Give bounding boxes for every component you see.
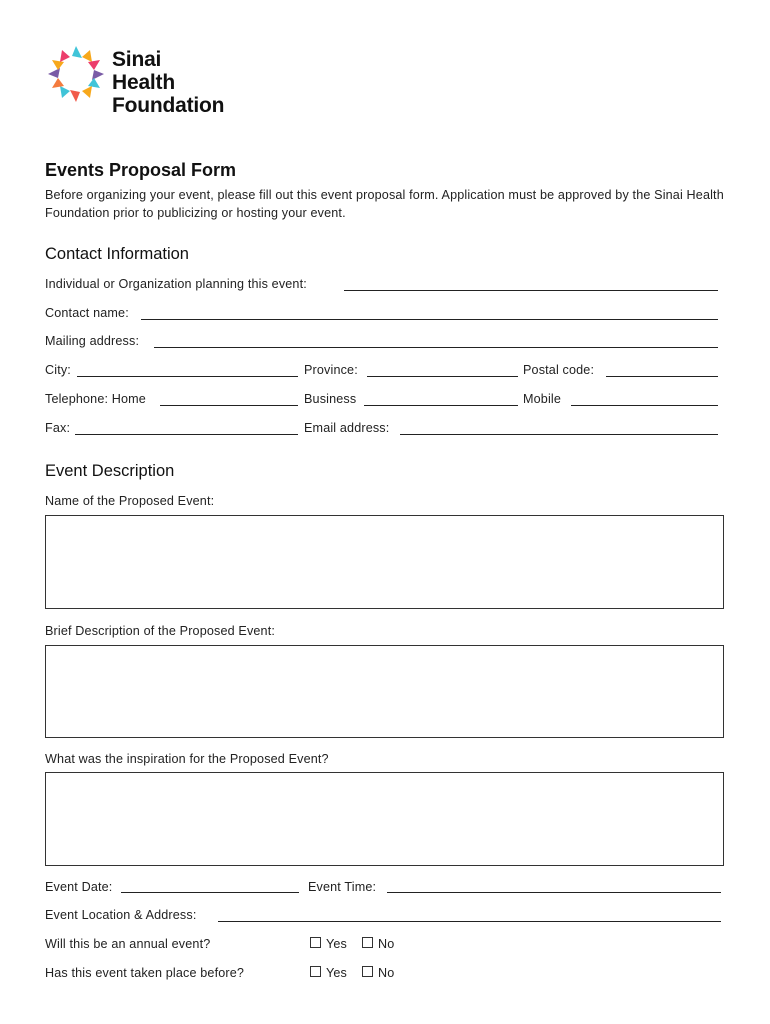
before-yes-checkbox[interactable] <box>310 966 321 977</box>
fax-field[interactable] <box>75 434 298 435</box>
annual-yes-checkbox[interactable] <box>310 937 321 948</box>
province-field[interactable] <box>367 376 518 377</box>
contact-name-label: Contact name: <box>45 306 129 320</box>
business-phone-field[interactable] <box>364 405 518 406</box>
city-label: City: <box>45 363 71 377</box>
mailing-address-field[interactable] <box>154 347 718 348</box>
telephone-home-label: Telephone: Home <box>45 392 146 406</box>
form-title: Events Proposal Form <box>45 160 237 180</box>
annual-yes-label: Yes <box>326 937 347 951</box>
event-location-label: Event Location & Address: <box>45 908 197 922</box>
before-yes-label: Yes <box>326 966 347 980</box>
event-description-label: Brief Description of the Proposed Event: <box>45 624 276 638</box>
postal-code-field[interactable] <box>606 376 718 377</box>
event-time-field[interactable] <box>387 892 721 893</box>
logo-wordmark <box>112 48 224 117</box>
mobile-phone-field[interactable] <box>571 405 718 406</box>
email-label: Email address: <box>304 421 390 435</box>
form-intro: Before organizing your event, please fill out this event proposal form. Application must be approved by the Sinai Health Foundation prior to publicizing or hosting your event. <box>45 188 724 220</box>
event-date-label: Event Date: <box>45 880 113 894</box>
fax-label: Fax: <box>45 421 71 435</box>
postal-code-label: Postal code: <box>523 363 595 377</box>
before-yes-option[interactable] <box>310 966 347 980</box>
event-inspiration-label: What was the inspiration for the Proposed Event? <box>45 752 329 766</box>
event-time-label: Event Time: <box>308 880 377 894</box>
business-phone-label: Business <box>304 392 357 406</box>
before-no-label: No <box>378 966 395 980</box>
telephone-home-field[interactable] <box>160 405 298 406</box>
mobile-phone-label: Mobile <box>523 392 561 406</box>
before-no-checkbox[interactable] <box>362 966 373 977</box>
event-section-heading: Event Description <box>45 462 175 480</box>
contact-name-field[interactable] <box>141 319 718 320</box>
event-date-field[interactable] <box>121 892 299 893</box>
sinai-health-logo-icon <box>46 44 106 104</box>
mailing-address-label: Mailing address: <box>45 334 140 348</box>
event-name-textarea[interactable] <box>45 515 724 609</box>
event-location-field[interactable] <box>218 921 721 922</box>
annual-yes-option[interactable] <box>310 937 347 951</box>
before-no-option[interactable] <box>362 966 394 980</box>
logo-line-2: Health <box>112 71 175 94</box>
province-label: Province: <box>304 363 358 377</box>
annual-no-option[interactable] <box>362 937 394 951</box>
event-name-label: Name of the Proposed Event: <box>45 494 215 508</box>
organization-label: Individual or Organization planning this event: <box>45 277 307 291</box>
event-inspiration-textarea[interactable] <box>45 772 724 866</box>
city-field[interactable] <box>77 376 298 377</box>
email-field[interactable] <box>400 434 718 435</box>
organization-field[interactable] <box>344 290 718 291</box>
logo-line-3: Foundation <box>112 94 225 117</box>
annual-event-question: Will this be an annual event? <box>45 937 211 951</box>
annual-no-label: No <box>378 937 395 951</box>
previous-event-question: Has this event taken place before? <box>45 966 245 980</box>
annual-no-checkbox[interactable] <box>362 937 373 948</box>
logo-line-1: Sinai <box>112 48 162 71</box>
contact-section-heading: Contact Information <box>45 245 189 263</box>
event-description-textarea[interactable] <box>45 645 724 738</box>
